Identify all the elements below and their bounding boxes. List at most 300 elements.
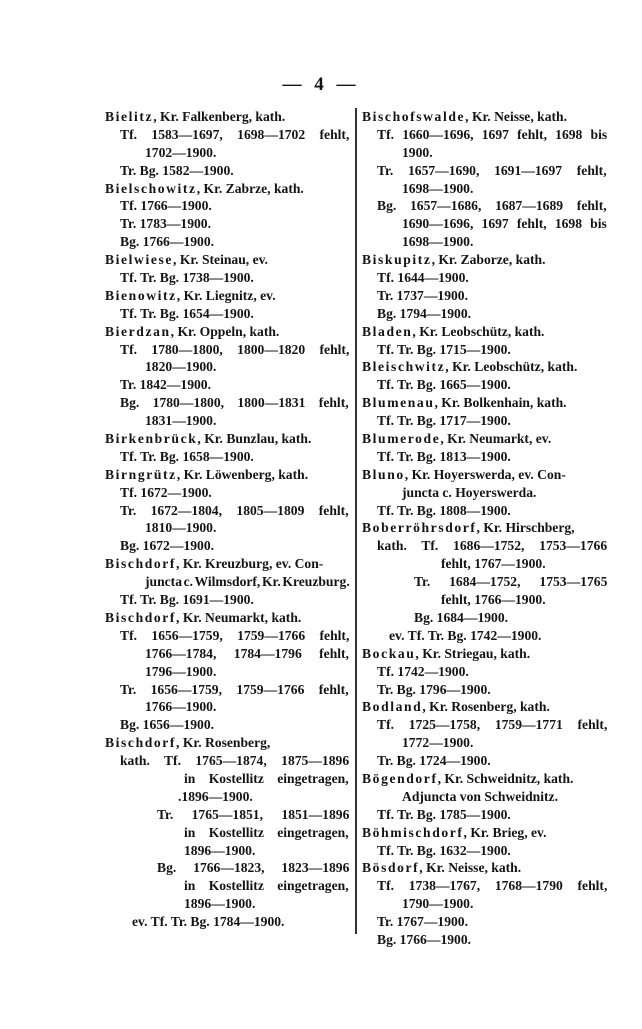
line-text <box>120 502 349 520</box>
line-text <box>362 323 544 341</box>
place-name: Bielschowitz <box>105 180 197 196</box>
line-text <box>377 877 607 895</box>
line-text <box>120 716 214 734</box>
entry-heading <box>105 555 350 573</box>
entry-line <box>105 269 350 287</box>
entry-line <box>105 627 350 645</box>
line-text <box>105 287 276 305</box>
place-name: Bischdorf <box>105 735 177 751</box>
line-text <box>377 716 607 734</box>
line-content: , Kr. Oppeln, kath. <box>170 323 280 339</box>
place-name: Birngrütz <box>105 466 177 482</box>
entry-heading <box>105 430 350 448</box>
line-content: Bg. 1656—1900. <box>120 717 215 733</box>
line-text <box>377 502 511 520</box>
entry-heading <box>105 287 350 305</box>
entry-line <box>362 341 608 359</box>
entry-line <box>105 573 350 591</box>
place-name: Boberröhrsdorf <box>362 520 477 536</box>
place-name: Bleischwitz <box>362 359 446 375</box>
line-content: Tf. Tr. Bg. 1715—1900. <box>377 341 511 357</box>
line-content: Bg. 1780—1800, 1800—1831 fehlt, <box>120 395 349 411</box>
line-content: 1796—1900. <box>145 663 217 679</box>
entry-line <box>362 842 608 860</box>
entry-line <box>105 144 350 162</box>
line-content: Bg. 1766—1900. <box>377 931 472 947</box>
line-content: Tr. 1783—1900. <box>120 216 212 232</box>
entry-line <box>105 537 350 555</box>
line-content: Tf. 1780—1800, 1800—1820 fehlt, <box>120 341 350 357</box>
line-text <box>377 448 511 466</box>
place-name: Bielwiese <box>105 252 174 268</box>
place-name: Bielitz <box>105 109 154 124</box>
entry-line <box>362 895 608 913</box>
line-text <box>132 913 284 931</box>
entry-heading <box>362 824 608 842</box>
line-text <box>377 162 607 180</box>
place-name: Bierdzan <box>105 323 171 339</box>
line-content: juncta c. Hoyerswerda. <box>402 484 537 500</box>
entry-line <box>362 573 608 591</box>
line-content: Tr. Bg. 1724—1900. <box>377 753 491 769</box>
line-content: Tf. Tr. Bg. 1808—1900. <box>377 502 511 518</box>
line-content: , Kr. Neisse, kath. <box>419 860 522 876</box>
left-column <box>105 108 350 931</box>
line-text <box>377 341 511 359</box>
line-text <box>105 108 285 126</box>
entry-heading <box>362 698 608 716</box>
line-content: Tf. 1660—1696, 1697 fehlt, 1698 bis <box>377 126 608 142</box>
entry-line <box>105 913 350 931</box>
line-text <box>377 269 469 287</box>
line-content: Tf. 1742—1900. <box>377 663 469 679</box>
line-content: Tr. Bg. 1796—1900. <box>377 681 491 697</box>
line-content: Adjuncta von Schweidnitz. <box>402 788 558 804</box>
line-text <box>145 573 350 591</box>
entry-line <box>362 663 608 681</box>
entry-line <box>362 877 608 895</box>
line-content: Bg. 1766—1900. <box>120 234 215 250</box>
line-text <box>145 698 216 716</box>
place-name: Bienowitz <box>105 287 177 303</box>
line-content: Tr. 1657—1690, 1691—1697 fehlt, <box>377 162 607 178</box>
line-content: Tr. Bg. 1582—1900. <box>120 162 234 178</box>
entry-line <box>362 215 608 233</box>
entry-line <box>105 770 350 788</box>
line-content: juncta c. Wilmsdorf, Kr. Kreuzburg. <box>145 574 350 590</box>
entry-line <box>105 698 350 716</box>
line-text <box>377 376 511 394</box>
line-content: Tf. 1766—1900. <box>120 198 212 214</box>
entry-heading <box>362 251 608 269</box>
line-content: 1896—1900. <box>184 896 256 912</box>
entry-line <box>362 412 608 430</box>
place-name: Bodland <box>362 699 423 715</box>
line-text <box>377 663 469 681</box>
line-content: Tf. Tr. Bg. 1738—1900. <box>120 270 254 286</box>
line-text <box>105 323 279 341</box>
line-text <box>377 913 468 931</box>
line-text <box>120 448 254 466</box>
entry-heading <box>105 466 350 484</box>
entry-heading <box>362 108 608 126</box>
line-content: Bg. 1766—1823, 1823—1896 <box>157 860 350 876</box>
line-text <box>362 251 545 269</box>
line-content: Tf. Tr. Bg. 1813—1900. <box>377 448 511 464</box>
line-text <box>105 609 301 627</box>
line-content: in Kostellitz eingetragen, <box>184 878 349 894</box>
line-content: Tf. 1672—1900. <box>120 484 212 500</box>
line-content: , Kr. Striegau, kath. <box>415 645 531 661</box>
line-text <box>362 859 521 877</box>
entry-line <box>105 519 350 537</box>
line-content: ev. Tf. Tr. Bg. 1784—1900. <box>132 914 285 930</box>
entry-line <box>362 376 608 394</box>
entry-line <box>105 305 350 323</box>
place-name: Bögendorf <box>362 770 438 786</box>
entry-line <box>105 859 350 877</box>
entry-line <box>362 931 608 949</box>
entry-line <box>362 287 608 305</box>
entry-line <box>105 716 350 734</box>
entry-line <box>362 484 608 502</box>
entry-line <box>362 681 608 699</box>
right-column <box>362 108 608 949</box>
entry-line <box>362 913 608 931</box>
line-text <box>377 752 491 770</box>
line-text <box>105 734 270 752</box>
line-content: Tr. 1684—1752, 1753—1765 <box>414 574 608 590</box>
place-name: Blumerode <box>362 431 441 447</box>
entry-heading <box>362 430 608 448</box>
line-text <box>184 895 255 913</box>
entry-heading <box>105 734 350 752</box>
line-content: 1790—1900. <box>402 896 474 912</box>
place-name: Bockau <box>362 645 416 661</box>
line-text <box>105 430 311 448</box>
entry-line <box>362 716 608 734</box>
place-name: Bischdorf <box>105 609 177 625</box>
line-text <box>120 269 254 287</box>
entry-line <box>105 591 350 609</box>
entry-line <box>105 806 350 824</box>
line-text <box>377 412 511 430</box>
entry-line <box>105 162 350 180</box>
line-text <box>120 376 211 394</box>
line-content: Tf. Tr. Bg. 1658—1900. <box>120 448 254 464</box>
line-content: ev. Tf. Tr. Bg. 1742—1900. <box>389 627 542 643</box>
line-text <box>362 698 550 716</box>
line-text <box>377 126 607 144</box>
entry-heading <box>105 251 350 269</box>
line-content: , Kr. Neisse, kath. <box>465 109 567 124</box>
column-divider <box>355 108 357 934</box>
line-content: Bg. 1672—1900. <box>120 538 215 554</box>
line-text <box>120 305 254 323</box>
line-text <box>184 877 349 895</box>
line-text <box>389 627 541 645</box>
line-content: 1690—1696, 1697 fehlt, 1698 bis <box>402 216 607 232</box>
entry-line <box>362 126 608 144</box>
line-text <box>105 180 304 198</box>
entry-line <box>105 484 350 502</box>
line-content: Tr. 1656—1759, 1759—1766 fehlt, <box>120 681 349 697</box>
place-name: Bischdorf <box>105 556 177 572</box>
line-text <box>377 842 511 860</box>
line-text <box>362 824 546 842</box>
entry-line <box>362 233 608 251</box>
line-text <box>414 609 508 627</box>
place-name: Bösdorf <box>362 860 420 876</box>
line-text <box>105 251 268 269</box>
line-text <box>402 895 473 913</box>
line-text <box>362 466 566 484</box>
line-content: Tr. 1767—1900. <box>377 914 469 930</box>
entry-line <box>362 555 608 573</box>
line-text <box>414 573 607 591</box>
entry-heading <box>362 859 608 877</box>
line-content: Tf. 1656—1759, 1759—1766 fehlt, <box>120 627 350 643</box>
line-content: , Kr. Steinau, ev. <box>173 252 269 268</box>
entry-line <box>105 645 350 663</box>
entry-line <box>105 663 350 681</box>
line-content: 1702—1900. <box>145 144 217 160</box>
entry-line <box>362 806 608 824</box>
entry-line <box>362 609 608 627</box>
line-content: Tf. Tr. Bg. 1665—1900. <box>377 377 511 393</box>
entry-line <box>362 305 608 323</box>
line-text <box>402 788 558 806</box>
line-text <box>120 233 214 251</box>
line-content: , Kr. Leobschütz, kath. <box>412 323 545 339</box>
line-text <box>120 394 349 412</box>
line-text <box>377 197 607 215</box>
entry-line <box>105 197 350 215</box>
line-text <box>178 788 253 806</box>
entry-line <box>362 162 608 180</box>
line-content: , Kr. Neumarkt, kath. <box>176 609 302 625</box>
entry-line <box>105 215 350 233</box>
entry-heading <box>362 770 608 788</box>
line-content: Tf. Tr. Bg. 1691—1900. <box>120 592 254 608</box>
line-content: 1810—1900. <box>145 520 217 536</box>
line-text <box>402 144 433 162</box>
line-content: in Kostellitz eingetragen, <box>184 824 349 840</box>
entry-heading <box>105 180 350 198</box>
line-text <box>120 681 349 699</box>
place-name: Böhmischdorf <box>362 824 464 840</box>
line-content: Tf. Tr. Bg. 1654—1900. <box>120 305 254 321</box>
entry-line <box>362 144 608 162</box>
line-content: , Kr. Hirschberg, <box>476 520 575 536</box>
place-name: Bischofswalde <box>362 109 466 124</box>
line-text <box>105 466 308 484</box>
line-content: Tf. Tr. Bg. 1785—1900. <box>377 806 511 822</box>
line-content: Tf. Tr. Bg. 1632—1900. <box>377 842 511 858</box>
entry-heading <box>362 466 608 484</box>
line-content: fehlt, 1767—1900. <box>441 556 546 572</box>
entry-heading <box>362 394 608 412</box>
line-content: Bg. 1684—1900. <box>414 609 509 625</box>
line-text <box>402 484 536 502</box>
entry-line <box>362 180 608 198</box>
line-content: Tf. 1725—1758, 1759—1771 fehlt, <box>377 717 608 733</box>
entry-line <box>362 448 608 466</box>
line-text <box>120 197 212 215</box>
line-text <box>145 645 349 663</box>
line-content: Bg. 1657—1686, 1687—1689 fehlt, <box>377 198 607 214</box>
line-text <box>184 824 349 842</box>
line-content: 1766—1900. <box>145 699 217 715</box>
line-content: , Kr. Schweidnitz, kath. <box>437 770 574 786</box>
entry-line <box>362 537 608 555</box>
line-content: 1831—1900. <box>145 413 217 429</box>
line-content: Tr. 1765—1851, 1851—1896 <box>157 806 350 822</box>
place-name: Bladen <box>362 323 413 339</box>
line-text <box>377 537 607 555</box>
entry-line <box>105 126 350 144</box>
line-content: 1820—1900. <box>145 359 217 375</box>
line-text <box>184 770 349 788</box>
line-text <box>120 627 349 645</box>
entry-line <box>362 502 608 520</box>
entry-line <box>362 269 608 287</box>
place-name: Blumenau <box>362 395 435 411</box>
entry-line <box>362 627 608 645</box>
line-text <box>362 770 573 788</box>
entry-heading <box>362 323 608 341</box>
line-content: , Kr. Hoyerswerda, ev. Con- <box>404 466 566 482</box>
line-content: , Kr. Zabrze, kath. <box>196 180 304 196</box>
entry-line <box>105 394 350 412</box>
line-content: 1698—1900. <box>402 180 474 196</box>
line-content: , Kr. Liegnitz, ev. <box>176 287 276 303</box>
line-content: Tf. 1644—1900. <box>377 270 469 286</box>
line-text <box>157 806 349 824</box>
line-text <box>120 126 349 144</box>
line-text <box>377 305 471 323</box>
entry-line <box>105 824 350 842</box>
place-name: Birkenbrück <box>105 431 198 447</box>
line-content: Tr. 1842—1900. <box>120 377 212 393</box>
line-content: fehlt, 1766—1900. <box>441 592 546 608</box>
line-text <box>145 663 216 681</box>
entry-line <box>105 681 350 699</box>
entry-line <box>105 877 350 895</box>
line-content: , Kr. Rosenberg, kath. <box>422 699 550 715</box>
entry-heading <box>362 358 608 376</box>
line-text <box>145 519 216 537</box>
entry-heading <box>362 645 608 663</box>
line-text <box>402 215 607 233</box>
line-text <box>377 681 491 699</box>
entry-line <box>105 502 350 520</box>
line-text <box>120 537 214 555</box>
place-name: Biskupitz <box>362 252 432 268</box>
line-text <box>120 484 212 502</box>
line-content: , Kr. Rosenberg, <box>176 735 271 751</box>
entry-line <box>105 358 350 376</box>
line-text <box>120 591 254 609</box>
line-text <box>362 394 567 412</box>
entry-line <box>105 752 350 770</box>
line-text <box>362 358 577 376</box>
entry-line <box>105 412 350 430</box>
line-content: , Kr. Leobschütz, kath. <box>445 359 578 375</box>
entry-heading <box>362 519 608 537</box>
line-text <box>441 555 546 573</box>
line-text <box>120 341 349 359</box>
entry-line <box>105 842 350 860</box>
line-content: Tf. Tr. Bg. 1717—1900. <box>377 413 511 429</box>
line-text <box>145 144 216 162</box>
entry-line <box>362 591 608 609</box>
line-text <box>362 430 551 448</box>
page-number: — 4 — <box>282 74 360 95</box>
line-text <box>120 215 211 233</box>
line-content: 1772—1900. <box>402 735 474 751</box>
line-content: , Kr. Brieg, ev. <box>463 824 547 840</box>
line-content: .1896—1900. <box>178 788 253 804</box>
line-text <box>145 358 216 376</box>
line-text <box>377 931 471 949</box>
line-text <box>105 555 323 573</box>
line-content: in Kostellitz eingetragen, <box>184 770 349 786</box>
line-content: , Kr. Falkenberg, kath. <box>153 109 286 124</box>
entry-heading <box>105 108 350 126</box>
entry-line <box>362 788 608 806</box>
line-content: , Kr. Zaborze, kath. <box>431 252 546 268</box>
entry-heading <box>105 323 350 341</box>
line-content: Tr. 1737—1900. <box>377 287 469 303</box>
entry-line <box>105 895 350 913</box>
line-text <box>120 752 349 770</box>
entry-line <box>362 197 608 215</box>
line-text <box>377 287 468 305</box>
line-content: 1896—1900. <box>184 842 256 858</box>
place-name: Bluno <box>362 466 405 482</box>
entry-line <box>362 734 608 752</box>
line-content: , Kr. Bolkenhain, kath. <box>434 395 567 411</box>
line-content: kath. Tf. 1686—1752, 1753—1766 <box>377 538 608 554</box>
entry-line <box>105 341 350 359</box>
line-text <box>402 734 473 752</box>
line-content: Tf. 1583—1697, 1698—1702 fehlt, <box>120 126 350 142</box>
entry-heading <box>105 609 350 627</box>
line-text <box>157 859 349 877</box>
line-content: 1698—1900. <box>402 234 474 250</box>
line-content: 1900. <box>402 144 433 160</box>
line-text <box>184 842 255 860</box>
line-content: Tf. 1738—1767, 1768—1790 fehlt, <box>377 878 608 894</box>
line-text <box>145 412 216 430</box>
entry-line <box>362 752 608 770</box>
line-content: Tr. 1672—1804, 1805—1809 fehlt, <box>120 502 349 518</box>
line-content: , Kr. Kreuzburg, ev. Con- <box>176 556 324 572</box>
entry-line <box>105 448 350 466</box>
entry-line <box>105 788 350 806</box>
line-content: , Kr. Löwenberg, kath. <box>176 466 309 482</box>
entry-line <box>105 233 350 251</box>
line-text <box>120 162 234 180</box>
line-text <box>362 108 567 126</box>
line-text <box>362 645 530 663</box>
entry-line <box>105 376 350 394</box>
line-text <box>441 591 546 609</box>
line-content: 1766—1784, 1784—1796 fehlt, <box>145 645 349 661</box>
line-text <box>402 233 473 251</box>
line-text <box>377 806 511 824</box>
